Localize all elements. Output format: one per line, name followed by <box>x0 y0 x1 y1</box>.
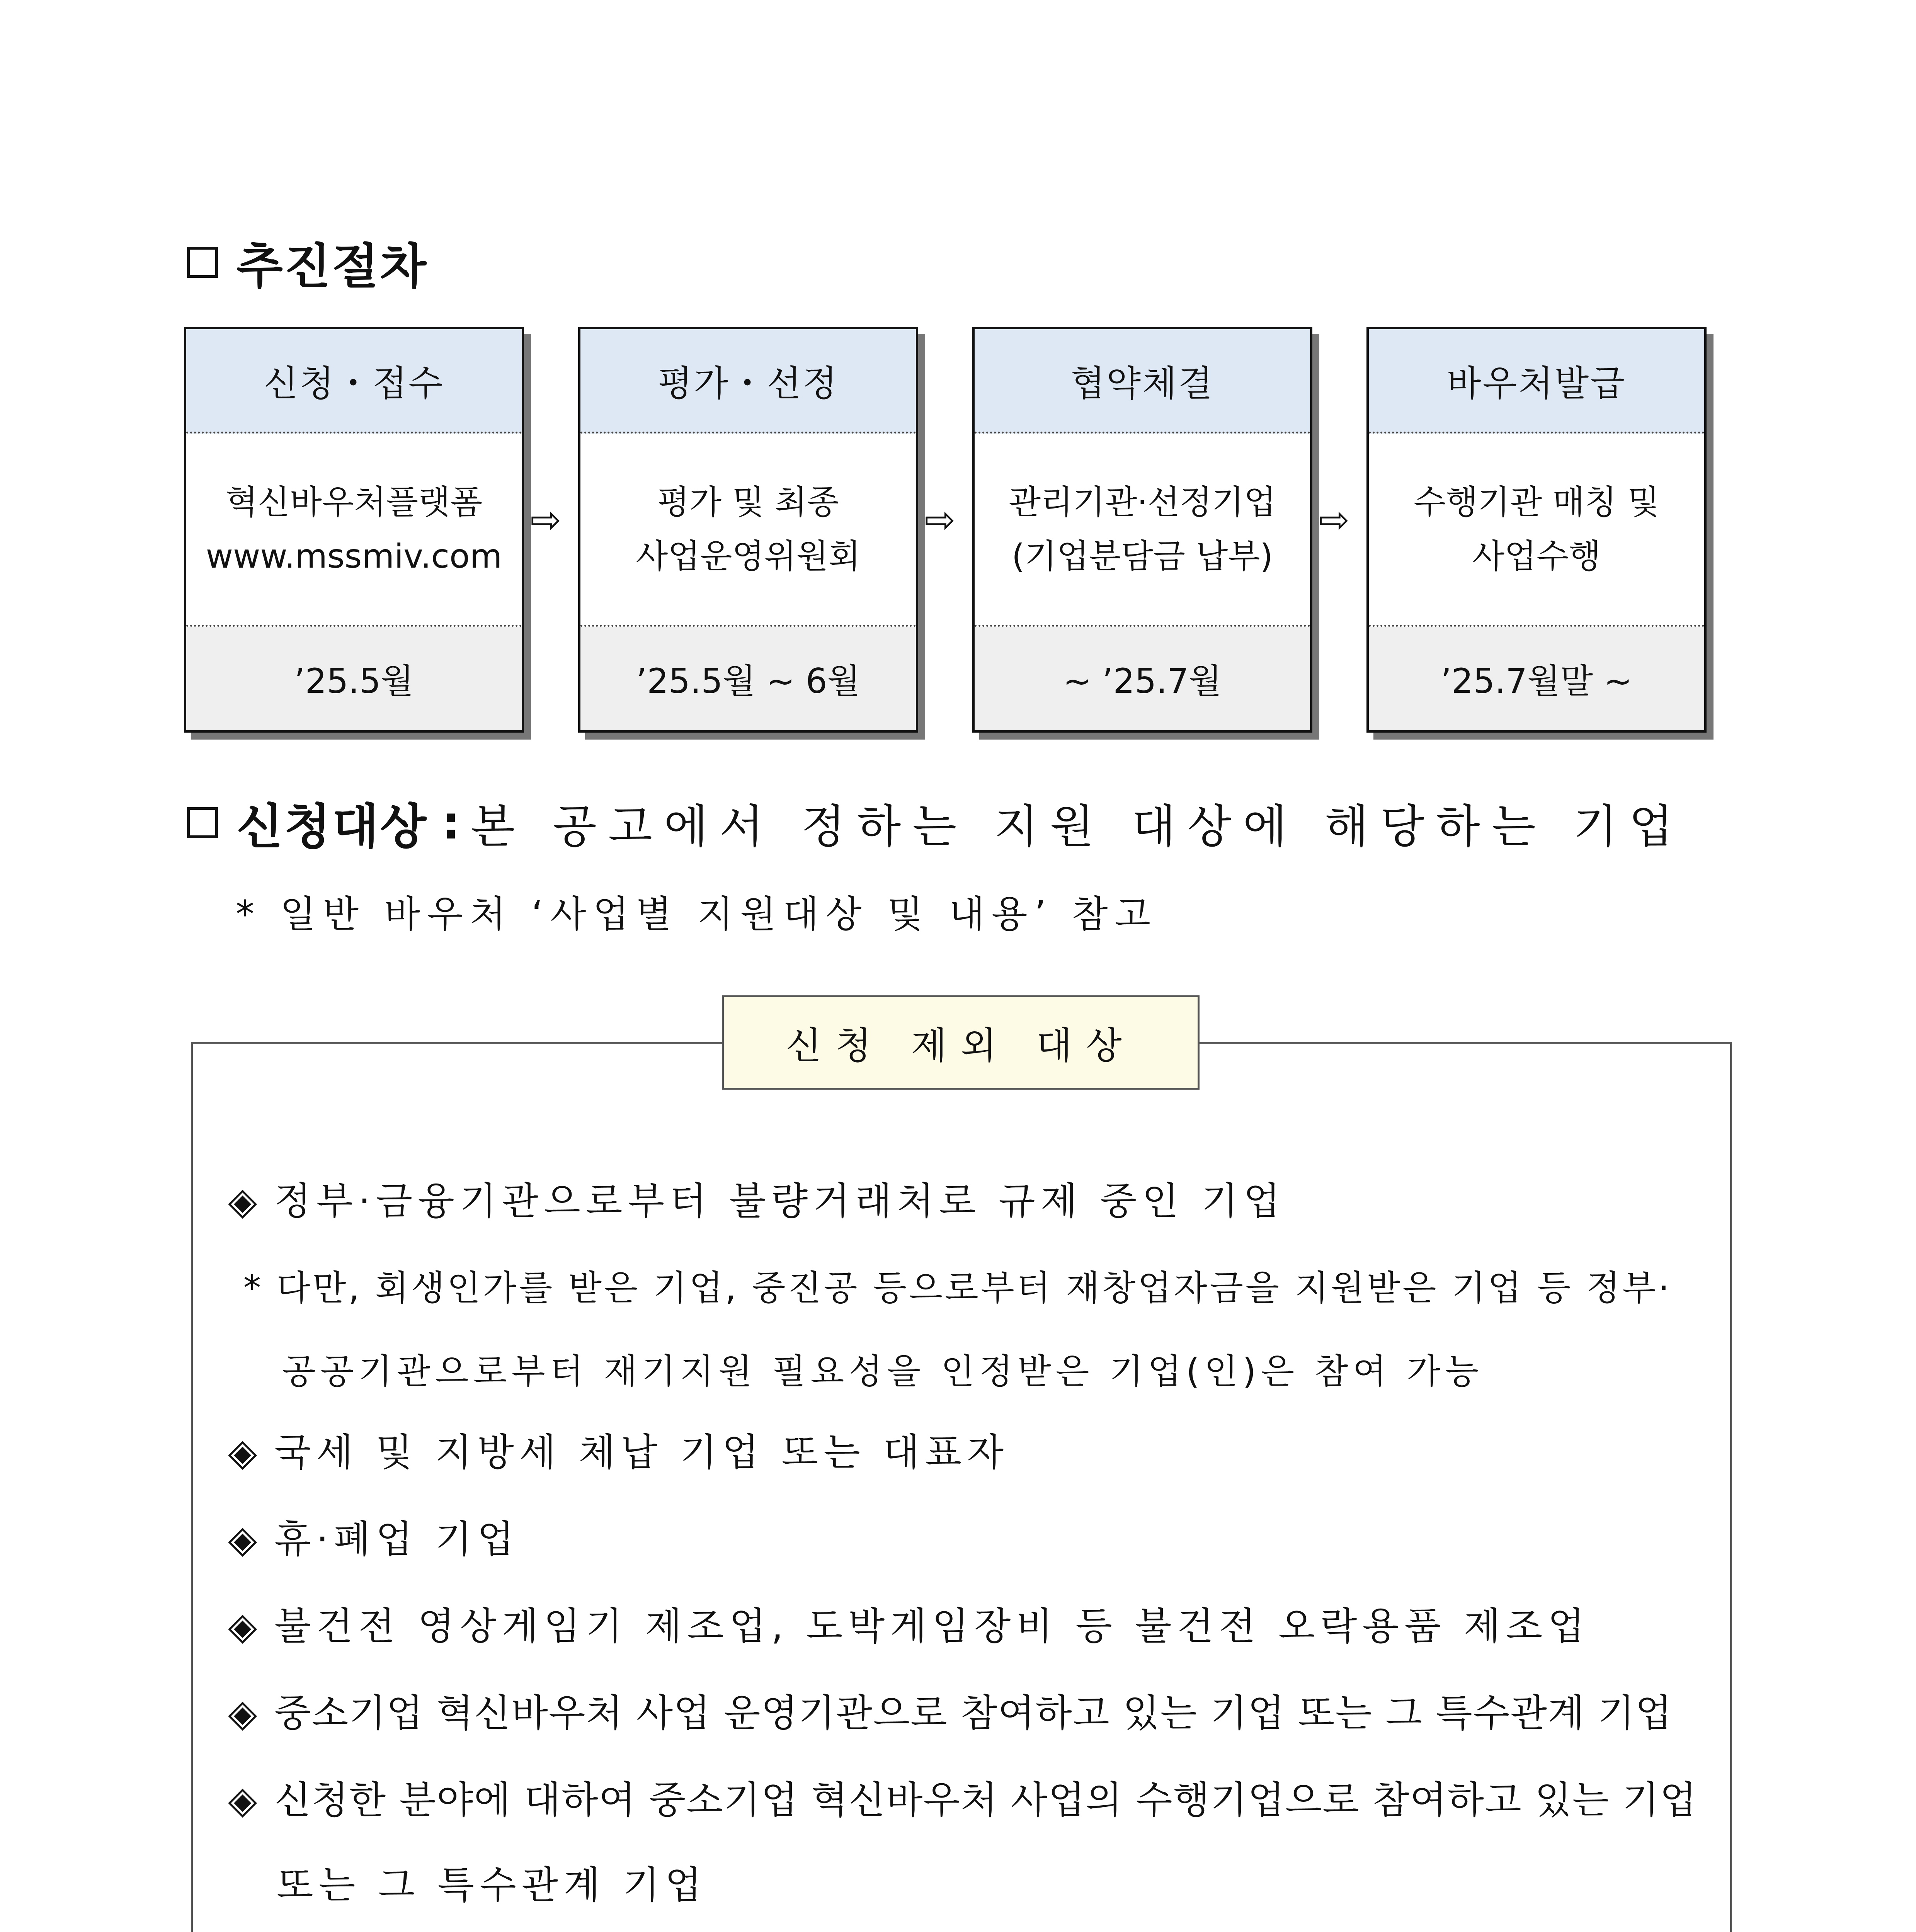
arrow-right-icon: ⇨ <box>530 498 562 541</box>
checkbox-icon <box>187 807 218 838</box>
step-line: 사업운영위원회 <box>636 537 861 576</box>
step-title: 평가・선정 <box>580 329 916 434</box>
step-line: 사업수행 <box>1472 537 1601 576</box>
arrow-right-icon: ⇨ <box>1319 498 1350 541</box>
step-body <box>580 434 916 627</box>
list-item <box>228 1171 1285 1225</box>
step-date: ’25.5월 ~ 6월 <box>580 627 916 730</box>
step-body <box>975 434 1310 627</box>
list-item-text: 휴·폐업 기업 <box>274 1517 519 1561</box>
step-line: (기업분담금 납부) <box>1012 537 1273 576</box>
sub-note: * 다만, 회생인가를 받은 기업, 중진공 등으로부터 재창업자금을 지원받은 기업 등 정부· <box>243 1268 1672 1308</box>
diamond-bullet-icon: ◈ <box>228 1430 257 1475</box>
diamond-bullet-icon: ◈ <box>228 1778 257 1822</box>
process-step-voucher <box>1366 327 1707 733</box>
step-line: www.mssmiv.com <box>206 537 502 576</box>
list-item <box>228 1770 1697 1824</box>
list-item <box>228 1509 519 1563</box>
step-line: 평가 및 최종 <box>657 483 839 522</box>
list-item-text: 불건전 영상게임기 제조업, 도박게임장비 등 불건전 오락용품 제조업 <box>274 1604 1590 1648</box>
procedure-title: 추진절차 <box>237 239 428 294</box>
diamond-bullet-icon: ◈ <box>228 1604 257 1648</box>
step-date: ’25.5월 <box>186 627 522 730</box>
diamond-bullet-icon: ◈ <box>228 1691 257 1735</box>
step-body <box>1369 434 1704 627</box>
eligibility-title: 신청대상 <box>237 799 428 855</box>
list-item-text: 신청한 분야에 대하여 중소기업 혁신바우처 사업의 수행기업으로 참여하고 있는 기업 <box>274 1778 1697 1822</box>
step-title: 바우처발급 <box>1369 329 1704 434</box>
step-date: ~ ’25.7월 <box>975 627 1310 730</box>
process-step-apply <box>184 327 524 733</box>
step-line: 혁신바우처플랫폼 <box>225 483 483 522</box>
checkbox-icon <box>187 247 218 278</box>
eligibility-description: 본 공고에서 정하는 지원 대상에 해당하는 기업 <box>471 800 1685 853</box>
process-step-evaluate <box>578 327 918 733</box>
exclusion-label: 신청 제외 대상 <box>722 995 1200 1090</box>
step-date: ’25.7월말 ~ <box>1369 627 1704 730</box>
sub-note: 공공기관으로부터 재기지원 필요성을 인정받은 기업(인)은 참여 가능 <box>282 1351 1484 1392</box>
step-title: 신청・접수 <box>186 329 522 434</box>
step-line: 관리기관·선정기업 <box>1009 483 1276 522</box>
procedure-heading <box>187 228 428 297</box>
diamond-bullet-icon: ◈ <box>228 1179 257 1223</box>
arrow-right-icon: ⇨ <box>924 498 956 541</box>
list-item <box>228 1596 1590 1650</box>
list-item-text: 중소기업 혁신바우처 사업 운영기관으로 참여하고 있는 기업 또는 그 특수관계 기업 <box>274 1691 1673 1735</box>
list-item-text: 정부·금융기관으로부터 불량거래처로 규제 중인 기업 <box>274 1179 1286 1223</box>
eligibility-note: * 일반 바우처 ‘사업별 지원대상 및 내용’ 참고 <box>236 893 1158 936</box>
step-body <box>186 434 522 627</box>
list-item-text: 국세 및 지방세 체납 기업 또는 대표자 <box>274 1430 1009 1475</box>
step-title: 협약체결 <box>975 329 1310 434</box>
list-item <box>228 1422 1009 1476</box>
step-line: 수행기관 매칭 및 <box>1413 483 1660 522</box>
process-step-agreement <box>972 327 1312 733</box>
list-item <box>228 1683 1673 1737</box>
eligibility-colon: : <box>442 796 460 849</box>
list-item-continuation: 또는 그 특수관계 기업 <box>277 1863 707 1907</box>
diamond-bullet-icon: ◈ <box>228 1517 257 1561</box>
eligibility-heading <box>187 788 1685 857</box>
